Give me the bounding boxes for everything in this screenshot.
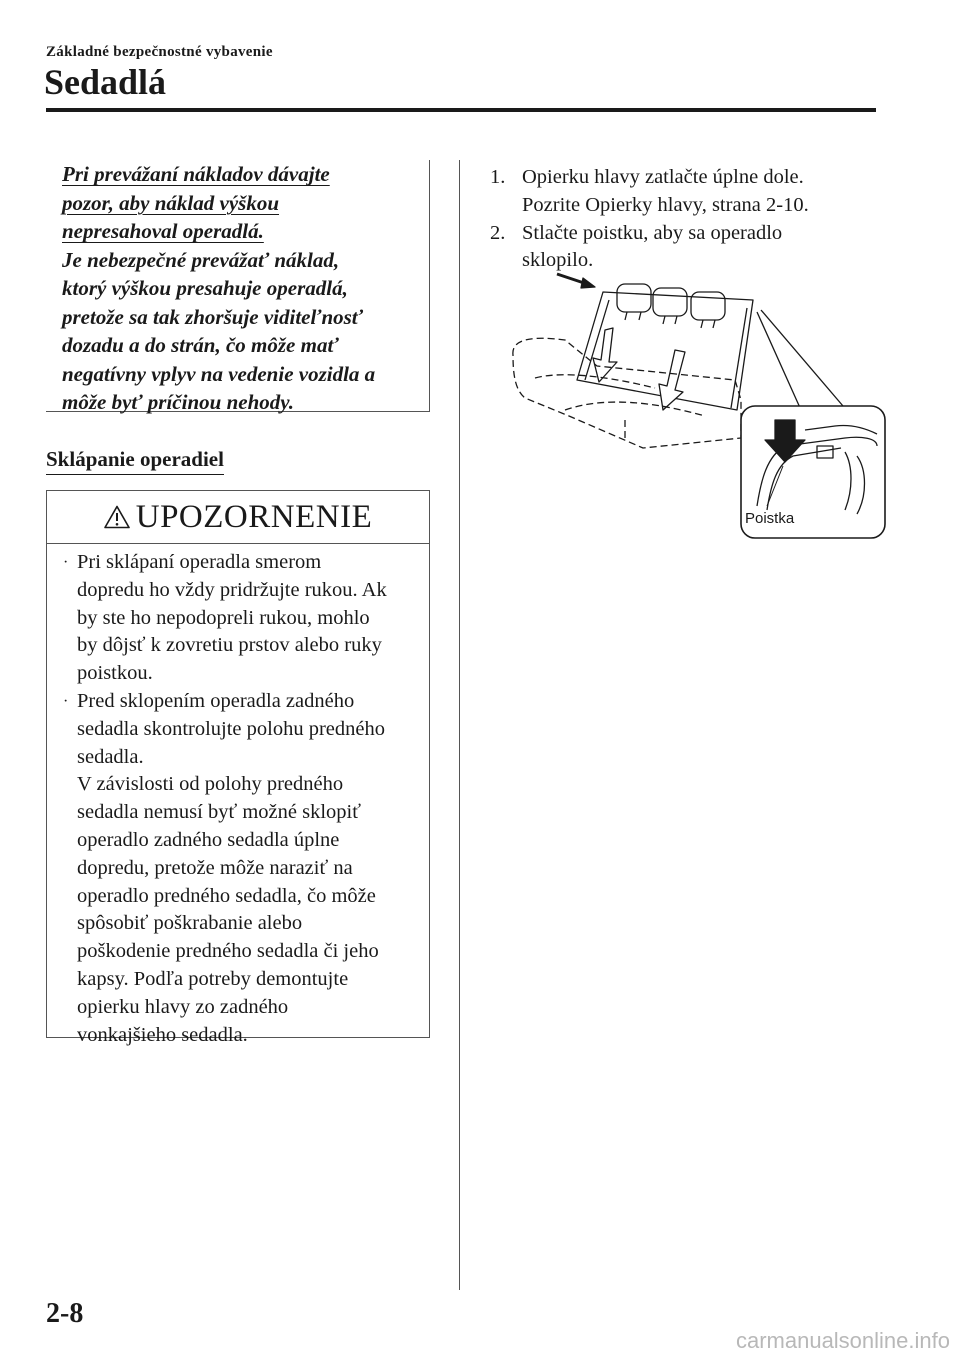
step-line: Stlačte poistku, aby sa operadlo (522, 221, 783, 244)
warning-line: Pred sklopením operadla zadného (77, 689, 355, 712)
warning-line: vonkajšieho sedadla. (77, 1023, 248, 1046)
warning-line: sedadla. (77, 745, 144, 768)
step-number: 1. (490, 166, 506, 188)
warning-divider (47, 543, 429, 544)
chapter-heading: Základné bezpečnostné vybavenie (46, 44, 273, 60)
warning-title: UPOZORNENIE (135, 498, 373, 535)
watermark: carmanualsonline.info (735, 1328, 950, 1353)
warning-line: opierku hlavy zo zadného (77, 995, 289, 1018)
warning-box (46, 490, 430, 1046)
warning-line: kapsy. Podľa potreby demontujte (77, 967, 349, 990)
warning-line: poistkou. (77, 662, 153, 685)
warning-line: sedadla nemusí byť možné sklopiť (77, 801, 361, 824)
page-title: Sedadlá (44, 62, 167, 102)
note-line: dozadu a do strán, čo môže mať (62, 333, 339, 357)
bullet-icon: · (63, 554, 69, 571)
section-heading: Sklápanie operadiel (46, 446, 224, 475)
latch-label: Poistka (745, 510, 795, 527)
note-line: môže byť príčinou nehody. (62, 390, 295, 414)
warning-line: operadlo predného sedadla, čo môže (77, 884, 376, 907)
step-number: 2. (490, 221, 506, 244)
warning-line: V závislosti od polohy predného (77, 773, 344, 796)
step-line: Opierku hlavy zatlačte úplne dole. (522, 166, 804, 188)
step-item (490, 220, 890, 276)
warning-line: dopredu, pretože môže naraziť na (77, 856, 353, 879)
title-rule (46, 108, 876, 112)
warning-line: by dôjsť k zovretiu prstov alebo ruky (77, 634, 382, 657)
rear-seat-diagram (505, 270, 890, 540)
note-line: Pri prevážaní nákladov dávajte (62, 162, 330, 186)
note-line: pretože sa tak zhoršuje viditeľnosť (62, 304, 363, 329)
warning-line: by ste ho nepodopreli rukou, mohlo (77, 606, 370, 629)
step-line: sklopilo. (522, 249, 594, 272)
bullet-icon: · (63, 692, 69, 710)
warning-item (61, 549, 421, 688)
warning-list (61, 549, 421, 1049)
steps-list (490, 164, 890, 275)
warning-header (47, 497, 429, 537)
warning-line: dopredu ho vždy pridržujte rukou. Ak (77, 578, 387, 601)
note-line: nepresahoval operadlá. (62, 219, 264, 243)
page-number: 2-8 (46, 1298, 84, 1329)
column-divider (459, 160, 460, 1290)
warning-triangle-icon (104, 505, 130, 529)
note-line: negatívny vplyv na vedenie vozidla a (62, 361, 376, 386)
step-line: Pozrite Opierky hlavy, strana 2-10. (522, 193, 809, 216)
warning-line: poškodenie predného sedadla či jeho (77, 940, 379, 963)
cargo-note-box (46, 160, 430, 412)
warning-item (61, 688, 421, 1049)
warning-line: Pri sklápaní operadla smerom (77, 551, 322, 573)
note-line: ktorý výškou presahuje operadlá, (62, 276, 348, 300)
warning-line: sedadla skontrolujte polohu predného (77, 717, 386, 740)
seat-folding-illustration (505, 270, 890, 540)
note-line: pozor, aby náklad výškou (62, 190, 280, 215)
step-item (490, 164, 890, 220)
warning-line: operadlo zadného sedadla úplne (77, 828, 340, 851)
note-line: Je nebezpečné prevážať náklad, (62, 247, 340, 272)
warning-line: spôsobiť poškrabanie alebo (77, 912, 303, 935)
